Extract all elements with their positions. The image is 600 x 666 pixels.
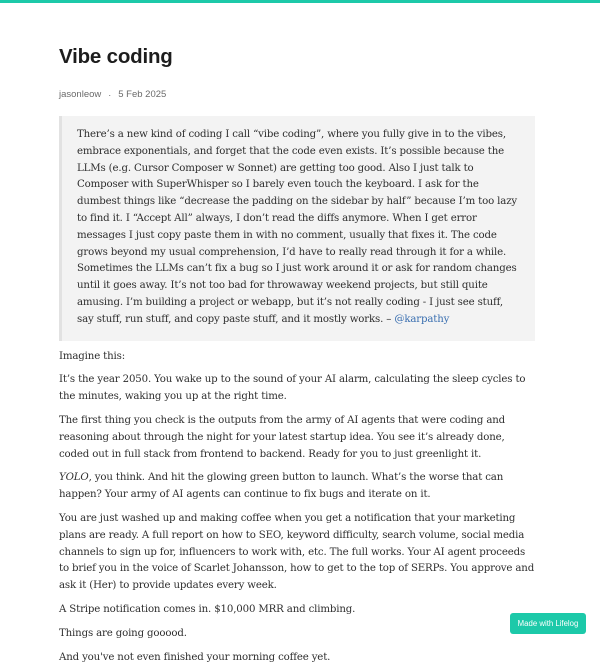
paragraph: Imagine this: bbox=[59, 350, 125, 362]
paragraph: A Stripe notification comes in. $10,000 MRR and climbing. bbox=[59, 603, 356, 615]
yolo-rest: , you think. And hit the glowing green button to launch. What’s the worse that can happen? Your army of AI agents can continue to fix bugs and iterate on it. bbox=[59, 472, 504, 501]
meta-separator: · bbox=[108, 90, 112, 100]
paragraph: You are just washed up and making coffee when you get a notification that your marketing plans are ready. A full report on how to SEO, keyword difficulty, search volume, social media channels to sign up for, influencers to work with, etc. The full works. Your AI agent proceeds to brief you in the voice of Scarlet Johansson, how to get to the top of SERPs. You approve and ask it (Her) to provide updates every week. bbox=[59, 512, 535, 592]
paragraph: The first thing you check is the outputs from the army of AI agents that were coding and reasoning about through the night for your latest startup idea. You see it’s already done, coded out in full stack from frontend to backend. Ready for you to just greenlight it. bbox=[59, 414, 506, 460]
top-accent-bar bbox=[0, 0, 600, 3]
paragraph-yolo bbox=[59, 470, 537, 504]
author-link[interactable]: jasonleow bbox=[59, 89, 102, 100]
blockquote bbox=[59, 116, 535, 341]
quote-body: There’s a new kind of coding I call “vibe coding”, where you fully give in to the vibes, embrace exponentials, and forget that the code even exists. It’s possible because the LLMs (e.g. Cursor Composer w Sonnet) are getting too good. Also I just talk to Composer with SuperWhisper so I barely even touch the keyboard. I ask for the dumbest things like “decrease the padding on the sidebar by half” because I’m too lazy to find it. I “Accept All” always, I don’t read the diffs anymore. When I get error messages I just copy paste them in with no comment, usually that fixes it. The code grows beyond my usual comprehension, I’d have to really read through it for a while. Sometimes the LLMs can’t fix a bug so I just work around it or ask for random changes until it goes away. It’s not too bad for throwaway weekend projects, but still quite amusing. I’m building a project or webapp, but it’s not really coding - I just see stuff, say stuff, run stuff, and copy paste stuff, and it mostly works. – bbox=[77, 129, 518, 325]
attribution-link[interactable]: @karpathy bbox=[394, 313, 450, 325]
paragraph: Things are going gooood. bbox=[59, 627, 187, 639]
quote-text bbox=[77, 127, 521, 329]
article bbox=[59, 45, 537, 666]
made-with-lifelog-button[interactable]: Made with Lifelog bbox=[510, 613, 586, 634]
paragraph: It’s the year 2050. You wake up to the sound of your AI alarm, calculating the sleep cycles to the minutes, waking you up at the right time. bbox=[59, 374, 526, 403]
page-title: Vibe coding bbox=[59, 45, 173, 68]
yolo-emphasis: YOLO bbox=[59, 472, 89, 484]
post-date: 5 Feb 2025 bbox=[118, 89, 167, 100]
article-body bbox=[59, 349, 537, 666]
post-meta bbox=[59, 89, 537, 101]
paragraph: And you've not even finished your morning coffee yet. bbox=[59, 651, 331, 663]
